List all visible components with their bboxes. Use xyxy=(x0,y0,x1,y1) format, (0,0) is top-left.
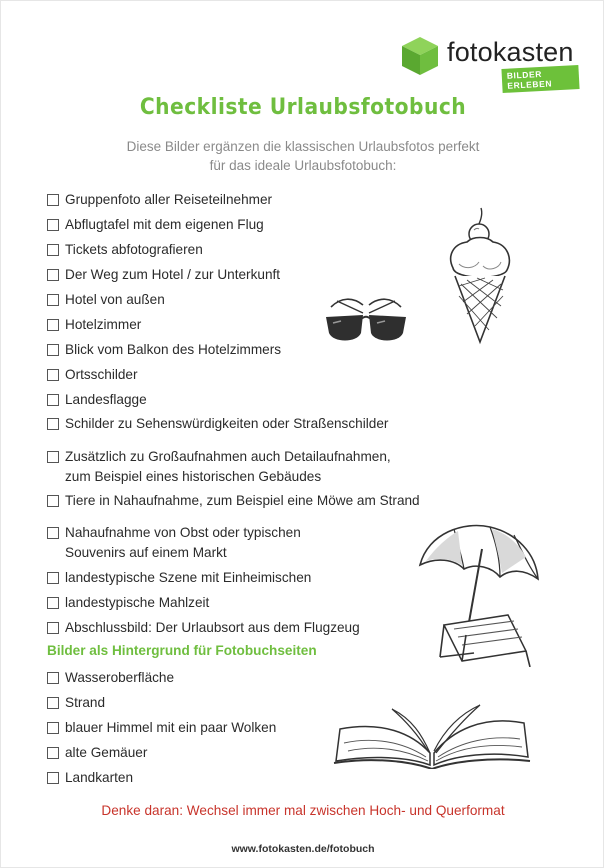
checklist-item[interactable] xyxy=(47,390,147,410)
brand-tagline: BILDER ERLEBEN xyxy=(501,65,579,93)
checkbox[interactable] xyxy=(47,672,59,684)
checklist-item[interactable] xyxy=(47,215,264,235)
checkbox[interactable] xyxy=(47,451,59,463)
checklist-item-label: blauer Himmel mit ein paar Wolken xyxy=(65,720,277,735)
checkbox[interactable] xyxy=(47,527,59,539)
ice-cream-cone-icon xyxy=(445,206,515,346)
checkbox[interactable] xyxy=(47,722,59,734)
checklist-item-label: Landkarten xyxy=(65,770,134,785)
checklist-item[interactable] xyxy=(47,523,301,563)
section-heading-backgrounds: Bilder als Hintergrund für Fotobuchseiten xyxy=(47,643,317,658)
open-book-icon xyxy=(332,695,532,769)
website-link[interactable]: www.fotokasten.de/fotobuch xyxy=(231,843,375,855)
checklist-item[interactable] xyxy=(47,290,165,310)
checklist-item[interactable] xyxy=(47,768,133,788)
checklist-item[interactable] xyxy=(47,340,281,360)
checklist-item-label: landestypische Mahlzeit xyxy=(65,595,210,610)
checklist-item[interactable] xyxy=(47,718,276,738)
checklist-item-label: Gruppenfoto aller Reiseteilnehmer xyxy=(65,192,273,207)
checkbox[interactable] xyxy=(47,597,59,609)
checklist-item-label: Hotel von außen xyxy=(65,292,165,307)
checklist-item[interactable] xyxy=(47,315,141,335)
checklist-item-label: Blick vom Balkon des Hotelzimmers xyxy=(65,342,282,357)
checklist-item[interactable] xyxy=(47,365,138,385)
brand-name: fotokasten xyxy=(447,37,574,67)
checkbox[interactable] xyxy=(47,622,59,634)
checklist-item[interactable] xyxy=(47,491,420,511)
checkbox[interactable] xyxy=(47,244,59,256)
checklist-item[interactable] xyxy=(47,190,272,210)
checklist-item[interactable] xyxy=(47,568,311,588)
page-subtitle: Diese Bilder ergänzen die klassischen Urlaubsfotos perfekt für das ideale Urlaubsfotobuch: xyxy=(126,139,480,173)
checklist-item[interactable] xyxy=(47,265,280,285)
beach-umbrella-deckchair-icon xyxy=(414,521,544,667)
checklist-item-label: Tickets abfotografieren xyxy=(65,242,203,257)
checklist-item[interactable] xyxy=(47,447,391,487)
checklist-item[interactable] xyxy=(47,693,105,713)
checklist-item[interactable] xyxy=(47,414,388,434)
checkbox[interactable] xyxy=(47,294,59,306)
checklist-item-label: Schilder zu Sehenswürdigkeiten oder Straßenschilder xyxy=(65,416,389,431)
checklist-item[interactable] xyxy=(47,743,147,763)
checklist-item[interactable] xyxy=(47,593,209,613)
sunglasses-icon xyxy=(323,293,409,345)
checklist-item[interactable] xyxy=(47,240,203,260)
checkbox[interactable] xyxy=(47,697,59,709)
checkbox[interactable] xyxy=(47,495,59,507)
checkbox[interactable] xyxy=(47,747,59,759)
checklist-item-label: Strand xyxy=(65,695,106,710)
checklist-item[interactable] xyxy=(47,668,174,688)
checklist-item-label: Hotelzimmer xyxy=(65,317,142,332)
checkbox[interactable] xyxy=(47,219,59,231)
format-reminder: Denke daran: Wechsel immer mal zwischen Hoch- und Querformat xyxy=(101,803,505,818)
checklist-item-label: Ortsschilder xyxy=(65,367,138,382)
checklist-item-label: landestypische Szene mit Einheimischen xyxy=(65,570,312,585)
checklist-item-label: Wasseroberfläche xyxy=(65,670,175,685)
checklist-item-label: Tiere in Nahaufnahme, zum Beispiel eine Möwe am Strand xyxy=(65,493,420,508)
checkbox[interactable] xyxy=(47,369,59,381)
checkbox[interactable] xyxy=(47,194,59,206)
checkbox[interactable] xyxy=(47,319,59,331)
checklist-item[interactable] xyxy=(47,618,360,638)
checklist-item-label: Zusätzlich zu Großaufnahmen auch Detailaufnahmen, zum Beispiel eines historischen Gebäudes xyxy=(65,449,391,484)
checklist-item-label: Nahaufnahme von Obst oder typischen Souvenirs auf einem Markt xyxy=(65,525,301,560)
checklist-item-label: alte Gemäuer xyxy=(65,745,148,760)
checkbox[interactable] xyxy=(47,418,59,430)
checklist-item-label: Landesflagge xyxy=(65,392,147,407)
checklist-item-label: Abflugtafel mit dem eigenen Flug xyxy=(65,217,264,232)
fotokasten-logo[interactable] xyxy=(399,35,579,91)
checkbox[interactable] xyxy=(47,572,59,584)
checkbox[interactable] xyxy=(47,394,59,406)
checkbox[interactable] xyxy=(47,269,59,281)
page-title: Checkliste Urlaubsfotobuch xyxy=(139,95,467,120)
checklist-item-label: Der Weg zum Hotel / zur Unterkunft xyxy=(65,267,281,282)
checklist-item-label: Abschlussbild: Der Urlaubsort aus dem Flugzeug xyxy=(65,620,360,635)
checkbox[interactable] xyxy=(47,344,59,356)
checkbox[interactable] xyxy=(47,772,59,784)
cube-logo-icon xyxy=(399,35,441,77)
